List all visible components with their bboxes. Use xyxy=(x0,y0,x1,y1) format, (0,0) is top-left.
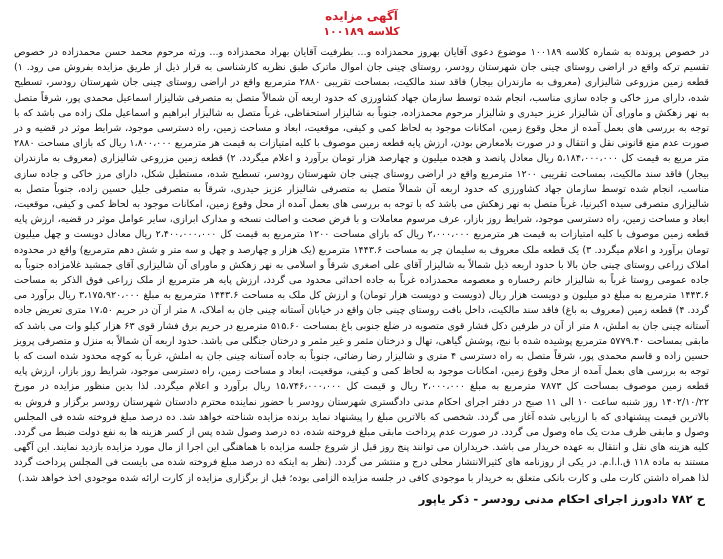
notice-signature: ح ۷۸۲ دادورز اجرای احکام مدنی رودسر - ذکر یاپور xyxy=(418,491,705,506)
auction-notice xyxy=(4,4,719,555)
notice-classe: کلاسه ۱۰۰۱۸۹ xyxy=(323,25,400,38)
notice-body: در خصوص پرونده به شماره کلاسه ۱۰۰۱۸۹ موضوع دعوی آقایان بهروز محمدزاده و... بطرفیت آقایان بهراد محمدزاده و... ورثه مرحوم محمد حسن محمدزاده در خصوص تقسیم ترکه واقع در اراضی روستای چینی جان شهرستان رودسر، روستای چینی جان اموال ماترک طبق نظریه کارشناسی به قرار ذیل از طریق مزایده بفروش می رود. ۱) قطعه زمین مزروعی شالیزاری (معروف به مازندران بیجار) فاقد سند مالکیت، بمساحت تقریبی ۲۸۸۰ مترمربع واقع در اراضی روستای چینی جان شهرستان رودسر، تسطیح شده، دارای مرز خاکی و جاده سازی مناسب، انجام شده توسط سازمان جهاد کشاورزی که حدود اربعه آن شمالاً متصل به متصرفی شالیزار اسماعیل محمدی پور، شرقاً متصل به نهر زهکش و ماورای آن شالیزار عزیز حیدری و شالیزار مرحوم محمدزاده، جنوباً به شالیزار استحفاظی، غرباً متصل به شالیزار ابراهیم و اسماعیل ملک زاده می باشد که با توجه به بررسی های بعمل آمده از محل وقوع زمین، امکانات موجود به لحاظ کمی و کیفی، موقعیت، ابعاد و مساحت زمین، راه دسترسی موجود، شرایط موثر در قضیه و در صورت عدم منع قانونی نقل و انتقال و در صورت بلامعارض بودن، ارزش پایه قطعه زمین موصوف با کلیه امتیازات به قیمت هر مترمربع ۱،۸۰۰،۰۰۰ ریال که بازای مساحت ۲۸۸۰ متر مربع به قیمت کل ۵،۱۸۴،۰۰۰،۰۰۰ ریال معادل پانصد و هجده میلیون و چهارصد هزار تومان برآورد و اعلام میگردد. ۲) قطعه زمین مزروعی شالیزاری (معروف به مازندران بیجار) فاقد سند مالکیت، بمساحت تقریبی ۱۲۰۰ مترمربع واقع در اراضی روستای چینی جان شهرستان رودسر، تسطیح شده، مستطیل شکل، دارای مرز خاکی و جاده سازی مناسب، انجام شده توسط سازمان جهاد کشاورزی که حدود اربعه آن شمالاً متصل به متصرفی شالیزار عزیز حیدری، شرقاً به متصرفی جلیل حسین زاده، جنوباً متصل به شالیزاری متصرفی سیده اکبرنیا، غرباً متصل به نهر زهکش می باشد که با توجه به بررسی های بعمل آمده از محل وقوع زمین، امکانات موجود به لحاظ کمی و کیفی، موقعیت، ابعاد و مساحت زمین، راه دسترسی موجود، شرایط روز بازار، عرف مرسوم معاملات و با فرض صحت و اصالت نسخه و مدارک ابرازی، سایر عوامل موثر در قضیه، ارزش پایه قطعه زمین موصوف با کلیه امتیازات به قیمت هر مترمربع ۲،۰۰۰،۰۰۰ ریال که بازای مساحت ۱۲۰۰ مترمربع به قیمت کل ۲،۴۰۰،۰۰۰،۰۰۰ ریال معادل دویست و چهل میلیون تومان برآورد و اعلام میگردد. ۳) یک قطعه ملک معروف به سلیمان چر به مساحت ۱۴۴۳.۶ مترمربع (یک هزار و چهارصد و چهل و سه متر و شش دهم مترمربع) واقع در محدوده املاک زراعی روستای چینی جان بالا با حدود اربعه ذیل شمالاً به شالیزار آقای علی اصغری شرقاً و اسلامی به نهر زهکش و ماورای آن شالیزاری آقای جمشید غلامزاده جنوباً به جاده عمومی روستا غرباً به شالیزار خانم رخساره و معصومه محمدزاده غرباً به جاده احداثی محدود می گردد، ارزش پایه هر مترمربع از ملک زراعی فوق الذکر به مساحت ۱۴۴۳.۶ مترمربع به مبلغ دو میلیون و دویست هزار ریال (دویست و دویست هزار تومان) و ارزش کل ملک به مساحت ۱۴۴۳.۶ مترمربع به مبلغ ۳،۱۷۵،۹۲۰،۰۰۰ ریال برآورد می گردد. ۴) قطعه زمین (معروف به باغ) فاقد سند مالکیت، داخل بافت روستای چینی جان واقع در خیابان آستانه چینی جان به املاک، ۸ متر از آن در حریم ۱۷،۵۰ متری تعریض جاده آستانه چینی جان به املش، ۸ متر از آن در طرفین دکل فشار قوی متصوبه در ضلع جنوبی باغ بمساحت ۵۱۵.۶۰ مترمربع در حریم برق فشار قوی ۶۳ هزار کیلو وات می باشد که مابقی بمساحت ۵۷۷۹.۴۰ مترمربع پوشیده شده با نیج، پوشش گیاهی، تهال و درختان مثمر و غیر مثمر و درختان جنگلی می باشد. حدود اربعه آن شمالاً به منزل و متصرفی پرویز حسین زاده و قاسم محمدی پور، شرقاً متصل به راه دسترسی ۴ متری و شالیزار رضا رضائی، جنوباً به جاده آستانه چینی جان به املش، غرباً به کوچه محدود شده است که با توجه به بررسی های بعمل آمده از محل وقوع زمین، امکانات موجود به لحاظ کمی و کیفی، موقعیت، ابعاد و مساحت زمین، راه دسترسی موجود، شرایط روز بازار، ارزش پایه قطعه زمین موصوف بمساحت کل ۷۸۷۳ مترمربع به مبلغ ۲،۰۰۰،۰۰۰ ریال و قیمت کل ۱۵،۷۴۶،۰۰۰،۰۰۰ ریال برآورد و اعلام میگردد. لذا بدین منظور مزایده در مورخ ۱۴۰۲/۱۰/۲۲ روز شنبه ساعت ۱۰ الی ۱۱ صبح در دفتر اجرای احکام مدنی دادگستری شهرستان رودسر با حضور نماینده محترم دادستان شهرستان رودسر برگزار و فروش به بالاترین قیمت پیشنهادی که با ارزیابی شده آغاز می گردد. شخصی که بالاترین مبلغ را پیشنهاد نماید برنده مزایده شناخته خواهد شد. ده درصد مبلغ فروخته شده فی المجلس وصول و مابقی ظرف مدت یک ماه وصول می گردد. در صورت عدم پرداخت مابقی مبلغ فروخته شده، ده درصد وصول شده پس از کسر هزینه ها به نفع دولت ضبط می گردد. کلیه هزینه های نقل و انتقال به عهده خریدار می باشد. خریداران می توانند پنج روز قبل از شروع جلسه مزایده با هماهنگی این اجرا از مال مورد مزایده بازدید نمایند. این آگهی مستند به ماده ۱۱۸ ق.ا.ا.م. در یکی از روزنامه های کثیرالانتشار محلی درج و منتشر می گردد. (نظر به اینکه ده درصد مبلغ فروخته شده می بایست فی المجلس پرداخت گردد لذا همراه داشتن کارت ملی و کارت بانکی متعلق به خریدار با موجودی کافی در جلسه مزایده الزامی بوده؛ قبل از برگزاری مزایده از کارت ارائه شده موجودی اخذ خواهد شد.) xyxy=(14,47,710,484)
notice-title: آگهی مزایده xyxy=(325,9,398,23)
